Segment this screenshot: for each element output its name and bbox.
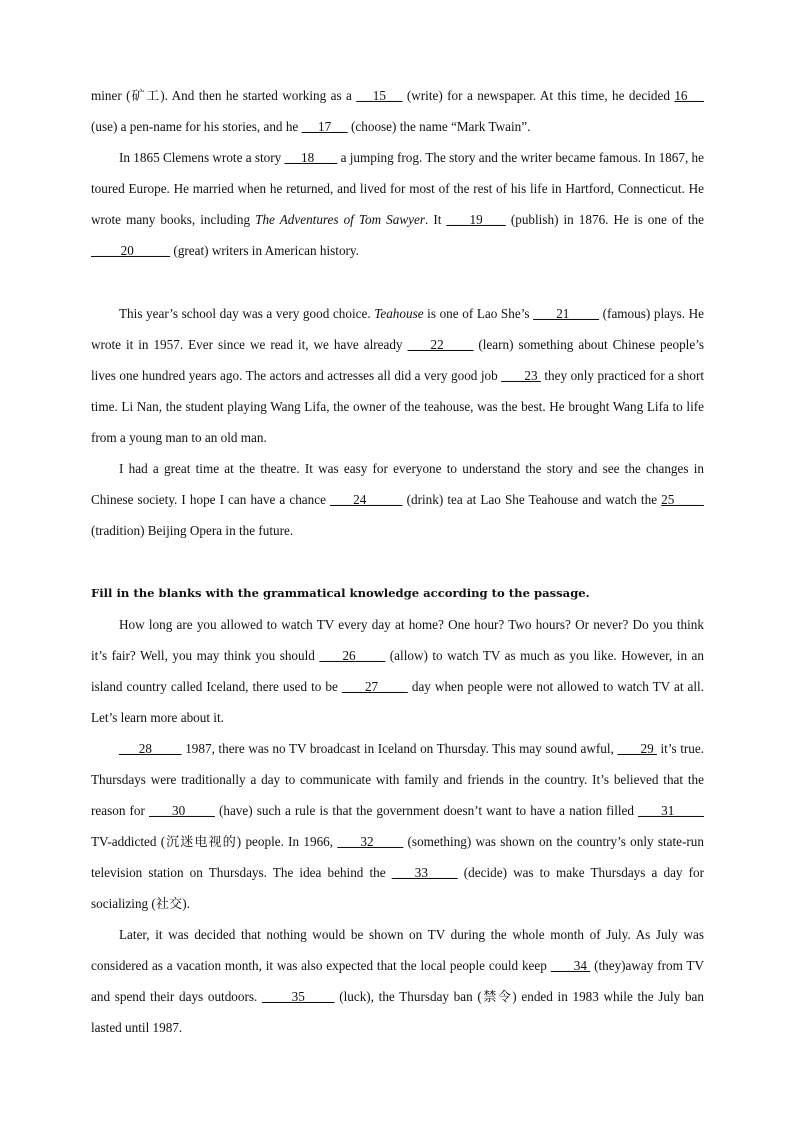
passage1-paragraph-2	[91, 142, 704, 266]
blank-20: ____20_____	[91, 243, 171, 258]
blank-27: ___27____	[341, 679, 408, 694]
passage3-paragraph-1	[91, 609, 704, 733]
text: they only practiced for a short time. Li Nan, the student playing Wang Lifa, the owner of the teahouse, was the best. He brought Wang Lifa to life from a young man to an old man.	[91, 368, 704, 445]
blank-26: ___26____	[319, 648, 386, 663]
passage2-paragraph-1	[91, 298, 704, 453]
blank-28: ___28____	[119, 741, 182, 756]
passage2-paragraph-2	[91, 453, 704, 546]
blank-21: ___21____	[533, 306, 600, 321]
blank-32: ___32____	[337, 834, 404, 849]
blank-34: ___34	[550, 958, 591, 973]
text: (tradition) Beijing Opera in the future.	[91, 523, 294, 538]
text: (learn) something about Chinese people’s lives one hundred years ago. The actors and actresses all did a very good job	[91, 337, 704, 383]
book-title: The Adventures of Tom Sawyer	[255, 212, 425, 227]
blank-16: 16__	[674, 88, 704, 103]
text: (famous) plays. He wrote it in 1957. Ever since we read it, we have already	[91, 306, 704, 352]
text: (allow) to watch TV as much as you like. However, in an island country called Iceland, there used to be	[91, 648, 704, 694]
blank-24: ___24_____	[330, 492, 403, 507]
blank-35: ____35____	[261, 989, 335, 1004]
text: (drink) tea at Lao She Teahouse and watch the	[402, 492, 662, 507]
text: How long are you allowed to watch TV every day at home? One hour? Two hours? Or never? Do you think it’s fair? Well, you may think you should	[91, 617, 704, 663]
text: I had a great time at the theatre. It was easy for everyone to understand the story and see the changes in Chinese society. I hope I can have a chance	[91, 461, 704, 507]
blank-18: __18___	[284, 150, 338, 165]
spacer	[91, 266, 704, 298]
text: (use) a pen-name for his stories, and he	[91, 119, 302, 134]
passage3-paragraph-2	[91, 733, 704, 919]
blank-15: __15__	[356, 88, 403, 103]
text: (have) such a rule is that the government doesn’t want to have a nation filled	[214, 803, 639, 818]
blank-23: ___23	[501, 368, 541, 383]
text: TV-addicted (沉迷电视的) people. In 1966,	[91, 834, 338, 849]
text: (decide) was to make Thursdays a day for socializing (社交).	[91, 865, 704, 911]
passage3-paragraph-3	[91, 919, 704, 1043]
blank-33: ___33____	[391, 865, 458, 880]
text: (great) writers in American history.	[170, 243, 359, 258]
text: (write) for a newspaper. At this time, he decided	[402, 88, 675, 103]
text: In 1865 Clemens wrote a story	[119, 150, 285, 165]
blank-29: ___29	[617, 741, 657, 756]
document-content	[91, 80, 704, 1043]
text: (publish) in 1876. He is one of the	[505, 212, 705, 227]
blank-19: ___19___	[446, 212, 506, 227]
passage1-paragraph-1	[91, 80, 704, 142]
text: (they)away from TV and spend their days outdoors.	[91, 958, 704, 1004]
text: . It	[425, 212, 447, 227]
section-heading: Fill in the blanks with the grammatical knowledge according to the passage.	[91, 586, 590, 600]
text: Later, it was decided that nothing would be shown on TV during the whole month of July. As July was considered as a vacation month, it was also expected that the local people could keep	[91, 927, 704, 973]
text: (choose) the name “Mark Twain”.	[347, 119, 531, 134]
text: (luck), the Thursday ban (禁令) ended in 1983 while the July ban lasted until 1987.	[91, 989, 704, 1035]
text: This year’s school day was a very good choice.	[119, 306, 375, 321]
blank-30: ___30____	[148, 803, 215, 818]
blank-22: ___22____	[407, 337, 474, 352]
text: is one of Lao She’s	[423, 306, 534, 321]
text: day when people were not allowed to watch TV at all. Let’s learn more about it.	[91, 679, 704, 725]
text: 1987, there was no TV broadcast in Iceland on Thursday. This may sound awful,	[181, 741, 618, 756]
spacer	[91, 546, 704, 578]
blank-31: ___31____	[638, 803, 704, 818]
blank-17: __17__	[301, 119, 348, 134]
text: (something) was shown on the country’s only state-run television station on Thursdays. The idea behind the	[91, 834, 704, 880]
text: miner (矿工). And then he started working as a	[91, 88, 357, 103]
text: a jumping frog. The story and the writer became famous. In 1867, he toured Europe. He married when he returned, and lived for most of the rest of his life in Hartford, Connecticut. He wrote many books, including	[91, 150, 705, 227]
blank-25: 25____	[661, 492, 704, 507]
text: it’s true. Thursdays were traditionally a day to communicate with family and friends in the country. It’s believed that the reason for	[91, 741, 704, 818]
play-title: Teahouse	[374, 306, 424, 321]
